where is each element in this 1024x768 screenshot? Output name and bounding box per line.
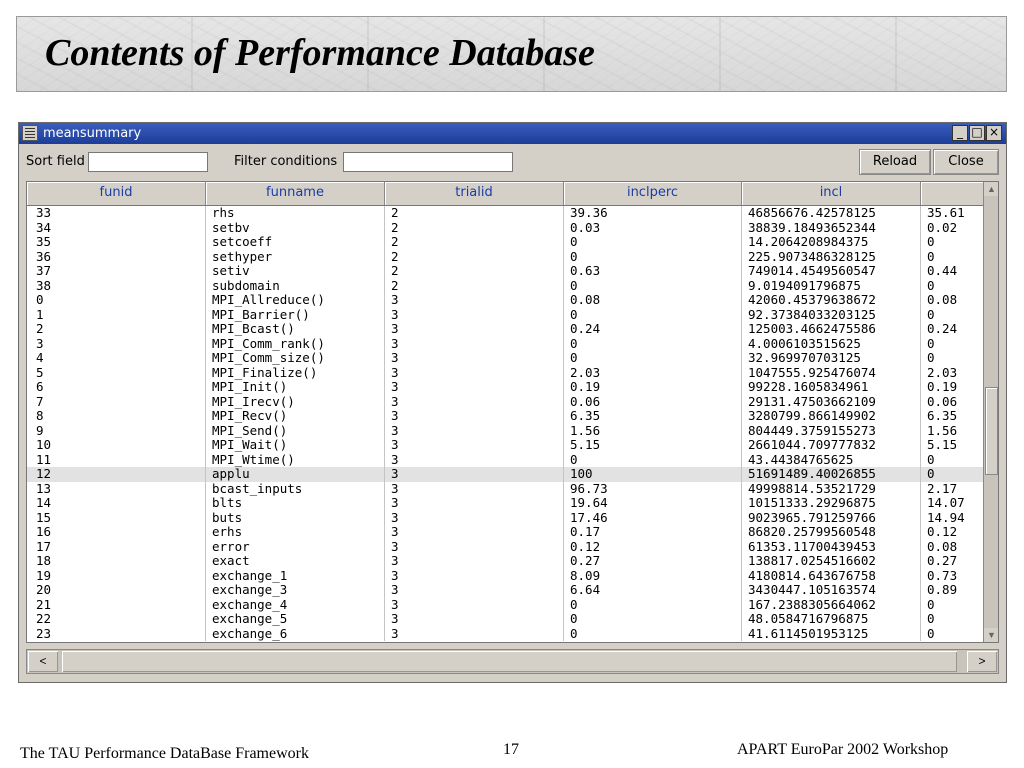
cell-funname: buts	[206, 511, 385, 526]
cell-extra: 0.02	[927, 220, 958, 235]
horizontal-scroll-thumb[interactable]	[62, 651, 957, 672]
cell-incl: 38839.18493652344	[742, 221, 921, 236]
cell-funname: MPI_Irecv()	[206, 395, 385, 410]
table-row[interactable]	[27, 482, 983, 497]
cell-inclperc: 0.08	[564, 293, 742, 308]
cell-funname: exact	[206, 554, 385, 569]
cell-incl: 61353.11700439453	[742, 540, 921, 555]
column-header-inclperc[interactable]: inclperc	[564, 182, 742, 205]
cell-funid: 36	[27, 250, 206, 265]
cell-trialid: 2	[385, 235, 564, 250]
page-number: 17	[503, 741, 519, 758]
table-row[interactable]	[27, 496, 983, 511]
cell-trialid: 3	[385, 380, 564, 395]
cell-funname: MPI_Wait()	[206, 438, 385, 453]
cell-trialid: 3	[385, 467, 564, 482]
cell-extra: 0.24	[927, 322, 958, 336]
cell-funid: 15	[27, 511, 206, 526]
cell-incl: 49998814.53521729	[742, 482, 921, 497]
cell-incl: 9023965.791259766	[742, 511, 921, 526]
cell-trialid: 3	[385, 598, 564, 613]
cell-trialid: 3	[385, 424, 564, 439]
cell-inclperc: 0.17	[564, 525, 742, 540]
cell-incl: 92.37384033203125	[742, 308, 921, 323]
cell-incl: 4.0006103515625	[742, 337, 921, 352]
slide-title-banner	[16, 16, 1007, 92]
table-row[interactable]	[27, 206, 983, 221]
cell-trialid: 3	[385, 511, 564, 526]
cell-inclperc: 0.63	[564, 264, 742, 279]
maximize-button[interactable]: □	[969, 125, 985, 141]
cell-funid: 7	[27, 395, 206, 410]
cell-inclperc: 0.19	[564, 380, 742, 395]
cell-funname: blts	[206, 496, 385, 511]
cell-funid: 16	[27, 525, 206, 540]
cell-funname: exchange_6	[206, 627, 385, 642]
cell-funname: exchange_5	[206, 612, 385, 627]
scroll-left-button[interactable]: <	[28, 651, 58, 672]
table-row[interactable]	[27, 351, 983, 366]
cell-trialid: 3	[385, 308, 564, 323]
cell-funname: error	[206, 540, 385, 555]
table-row[interactable]	[27, 467, 983, 482]
table-row[interactable]	[27, 366, 983, 381]
reload-button[interactable]: Reload	[859, 149, 931, 175]
cell-trialid: 3	[385, 612, 564, 627]
cell-funname: exchange_1	[206, 569, 385, 584]
slide-title: Contents of Performance Database	[45, 32, 595, 74]
cell-inclperc: 0	[564, 308, 742, 323]
cell-funname: setiv	[206, 264, 385, 279]
cell-extra: 0	[927, 336, 935, 351]
cell-incl: 29131.47503662109	[742, 395, 921, 410]
cell-inclperc: 5.15	[564, 438, 742, 453]
cell-inclperc: 0.27	[564, 554, 742, 569]
cell-extra: 0	[927, 249, 935, 264]
cell-incl: 46856676.42578125	[742, 206, 921, 221]
cell-inclperc: 19.64	[564, 496, 742, 511]
footer-left: The TAU Performance DataBase Framework	[20, 745, 309, 762]
cell-inclperc: 6.64	[564, 583, 742, 598]
footer-right: APART EuroPar 2002 Workshop	[737, 741, 949, 758]
column-header-funid[interactable]: funid	[27, 182, 206, 205]
cell-extra: 0	[927, 307, 935, 322]
cell-funid: 22	[27, 612, 206, 627]
meansummary-window	[18, 122, 1007, 683]
cell-funid: 11	[27, 453, 206, 468]
cell-incl: 2661044.709777832	[742, 438, 921, 453]
cell-extra: 0	[927, 235, 935, 249]
cell-funid: 37	[27, 264, 206, 279]
cell-funid: 2	[27, 322, 206, 337]
cell-funid: 38	[27, 279, 206, 294]
cell-funid: 20	[27, 583, 206, 598]
cell-inclperc: 6.35	[564, 409, 742, 424]
window-titlebar[interactable]	[19, 123, 1006, 144]
filter-conditions-input[interactable]	[343, 152, 513, 172]
cell-trialid: 2	[385, 221, 564, 236]
cell-inclperc: 0	[564, 337, 742, 352]
cell-funid: 17	[27, 540, 206, 555]
cell-funid: 1	[27, 308, 206, 323]
filter-conditions-label: Filter conditions	[234, 154, 338, 169]
cell-inclperc: 0	[564, 627, 742, 642]
cell-inclperc: 0	[564, 250, 742, 265]
cell-funname: MPI_Comm_rank()	[206, 337, 385, 352]
cell-funid: 33	[27, 206, 206, 221]
cell-trialid: 3	[385, 366, 564, 381]
cell-extra: 6.35	[927, 409, 958, 423]
cell-trialid: 3	[385, 322, 564, 337]
cell-incl: 10151333.29296875	[742, 496, 921, 511]
cell-extra: 0.27	[927, 554, 958, 568]
cell-extra: 0	[927, 278, 935, 293]
cell-trialid: 2	[385, 206, 564, 221]
cell-incl: 138817.0254516602	[742, 554, 921, 569]
cell-trialid: 3	[385, 409, 564, 424]
cell-trialid: 3	[385, 438, 564, 453]
cell-funid: 21	[27, 598, 206, 613]
column-header-extra[interactable]	[921, 182, 983, 205]
cell-inclperc: 100	[564, 467, 742, 482]
cell-funname: MPI_Barrier()	[206, 308, 385, 323]
cell-funid: 14	[27, 496, 206, 511]
cell-incl: 3430447.105163574	[742, 583, 921, 598]
cell-extra: 0.06	[927, 394, 958, 409]
cell-trialid: 3	[385, 351, 564, 366]
table-body	[27, 206, 983, 643]
cell-funname: MPI_Finalize()	[206, 366, 385, 381]
cell-extra: 0	[927, 351, 935, 365]
cell-funname: bcast_inputs	[206, 482, 385, 497]
scroll-up-arrow-icon[interactable]: ▲	[984, 182, 999, 196]
cell-inclperc: 0	[564, 279, 742, 294]
table-row[interactable]	[27, 540, 983, 555]
table-row[interactable]	[27, 235, 983, 250]
cell-extra: 14.07	[927, 496, 965, 510]
cell-funid: 18	[27, 554, 206, 569]
table-row[interactable]	[27, 380, 983, 395]
cell-funname: MPI_Send()	[206, 424, 385, 439]
cell-trialid: 3	[385, 569, 564, 584]
cell-extra: 0	[927, 597, 935, 612]
cell-extra: 0	[927, 626, 935, 641]
cell-extra: 0.12	[927, 525, 958, 539]
cell-funid: 12	[27, 467, 206, 482]
cell-funid: 19	[27, 569, 206, 584]
cell-extra: 0.89	[927, 583, 958, 597]
cell-incl: 14.2064208984375	[742, 235, 921, 250]
cell-inclperc: 0.06	[564, 395, 742, 410]
cell-inclperc: 1.56	[564, 424, 742, 439]
table-row[interactable]	[27, 409, 983, 424]
cell-funname: exchange_3	[206, 583, 385, 598]
scroll-down-arrow-icon[interactable]: ▼	[984, 628, 999, 642]
cell-incl: 42060.45379638672	[742, 293, 921, 308]
cell-incl: 125003.4662475586	[742, 322, 921, 337]
cell-inclperc: 0	[564, 453, 742, 468]
cell-inclperc: 0.03	[564, 221, 742, 236]
cell-funid: 3	[27, 337, 206, 352]
cell-funname: setbv	[206, 221, 385, 236]
window-menu-icon[interactable]	[22, 125, 38, 141]
cell-funname: applu	[206, 467, 385, 482]
scroll-right-button[interactable]: >	[967, 651, 997, 672]
table-row[interactable]	[27, 511, 983, 526]
table-row[interactable]	[27, 264, 983, 279]
sort-field-input[interactable]	[88, 152, 208, 172]
table-row[interactable]	[27, 308, 983, 323]
cell-funname: MPI_Recv()	[206, 409, 385, 424]
cell-extra: 2.17	[927, 481, 958, 496]
cell-extra: 2.03	[927, 365, 958, 380]
table-header	[27, 182, 983, 206]
cell-incl: 1047555.925476074	[742, 366, 921, 381]
table-row[interactable]	[27, 221, 983, 236]
table-row[interactable]	[27, 438, 983, 453]
cell-funname: sethyper	[206, 250, 385, 265]
cell-funname: MPI_Bcast()	[206, 322, 385, 337]
cell-incl: 86820.25799560548	[742, 525, 921, 540]
table-row[interactable]	[27, 612, 983, 627]
cell-inclperc: 0	[564, 235, 742, 250]
toolbar	[19, 145, 1006, 179]
cell-funid: 35	[27, 235, 206, 250]
window-controls	[952, 125, 1002, 141]
window-title: meansummary	[43, 126, 142, 141]
cell-extra: 0.08	[927, 539, 958, 554]
table-row[interactable]	[27, 598, 983, 613]
cell-funname: setcoeff	[206, 235, 385, 250]
vertical-scrollbar[interactable]	[983, 182, 999, 642]
cell-extra: 35.61	[927, 206, 965, 220]
cell-extra: 0.44	[927, 264, 958, 278]
cell-inclperc: 0	[564, 598, 742, 613]
cell-incl: 43.44384765625	[742, 453, 921, 468]
table-row[interactable]	[27, 525, 983, 540]
cell-extra: 0.08	[927, 293, 958, 307]
cell-extra: 5.15	[927, 438, 958, 452]
cell-trialid: 2	[385, 264, 564, 279]
cell-incl: 32.969970703125	[742, 351, 921, 366]
cell-incl: 48.0584716796875	[742, 612, 921, 627]
table-row[interactable]	[27, 453, 983, 468]
cell-extra: 0	[927, 612, 935, 626]
cell-trialid: 3	[385, 540, 564, 555]
cell-extra: 14.94	[927, 510, 965, 525]
table-row[interactable]	[27, 322, 983, 337]
table-row[interactable]	[27, 337, 983, 352]
cell-funname: subdomain	[206, 279, 385, 294]
cell-funid: 23	[27, 627, 206, 642]
vertical-scroll-thumb[interactable]	[985, 387, 998, 475]
sort-field-label: Sort field	[26, 154, 85, 169]
cell-inclperc: 8.09	[564, 569, 742, 584]
cell-inclperc: 0.24	[564, 322, 742, 337]
cell-trialid: 3	[385, 395, 564, 410]
cell-funname: exchange_4	[206, 598, 385, 613]
cell-funid: 9	[27, 424, 206, 439]
cell-funid: 0	[27, 293, 206, 308]
cell-trialid: 3	[385, 583, 564, 598]
cell-funname: MPI_Comm_size()	[206, 351, 385, 366]
cell-inclperc: 0	[564, 612, 742, 627]
close-window-button[interactable]: ×	[986, 125, 1002, 141]
cell-trialid: 3	[385, 554, 564, 569]
cell-inclperc: 0.12	[564, 540, 742, 555]
table-row[interactable]	[27, 569, 983, 584]
cell-funid: 6	[27, 380, 206, 395]
cell-incl: 9.0194091796875	[742, 279, 921, 294]
cell-funname: erhs	[206, 525, 385, 540]
cell-incl: 804449.3759155273	[742, 424, 921, 439]
cell-funid: 34	[27, 221, 206, 236]
cell-trialid: 3	[385, 627, 564, 642]
cell-funid: 5	[27, 366, 206, 381]
close-button[interactable]: Close	[933, 149, 999, 175]
cell-incl: 749014.4549560547	[742, 264, 921, 279]
table-row[interactable]	[27, 279, 983, 294]
cell-funname: MPI_Wtime()	[206, 453, 385, 468]
column-header-funname[interactable]: funname	[206, 182, 385, 205]
cell-incl: 41.6114501953125	[742, 627, 921, 642]
cell-extra: 0	[927, 467, 935, 481]
cell-inclperc: 2.03	[564, 366, 742, 381]
cell-incl: 3280799.866149902	[742, 409, 921, 424]
cell-funid: 13	[27, 482, 206, 497]
cell-trialid: 3	[385, 482, 564, 497]
table-row[interactable]	[27, 583, 983, 598]
table-row[interactable]	[27, 250, 983, 265]
cell-incl: 4180814.643676758	[742, 569, 921, 584]
cell-trialid: 3	[385, 525, 564, 540]
cell-inclperc: 39.36	[564, 206, 742, 221]
cell-funid: 10	[27, 438, 206, 453]
cell-extra: 1.56	[927, 423, 958, 438]
cell-incl: 99228.1605834961	[742, 380, 921, 395]
cell-extra: 0.73	[927, 568, 958, 583]
cell-trialid: 3	[385, 293, 564, 308]
minimize-button[interactable]: _	[952, 125, 968, 141]
cell-funname: rhs	[206, 206, 385, 221]
cell-trialid: 3	[385, 337, 564, 352]
cell-trialid: 2	[385, 279, 564, 294]
horizontal-scrollbar[interactable]	[26, 649, 999, 674]
cell-extra: 0	[927, 452, 935, 467]
cell-funname: MPI_Allreduce()	[206, 293, 385, 308]
cell-incl: 225.9073486328125	[742, 250, 921, 265]
cell-inclperc: 17.46	[564, 511, 742, 526]
summary-table	[26, 181, 999, 643]
cell-incl: 51691489.40026855	[742, 467, 921, 482]
table-row[interactable]	[27, 293, 983, 308]
cell-incl: 167.2388305664062	[742, 598, 921, 613]
table-row[interactable]	[27, 424, 983, 439]
table-row[interactable]	[27, 627, 983, 642]
cell-funid: 4	[27, 351, 206, 366]
table-row[interactable]	[27, 395, 983, 410]
cell-trialid: 3	[385, 453, 564, 468]
cell-trialid: 3	[385, 496, 564, 511]
cell-funname: MPI_Init()	[206, 380, 385, 395]
cell-funid: 8	[27, 409, 206, 424]
cell-inclperc: 0	[564, 351, 742, 366]
cell-trialid: 2	[385, 250, 564, 265]
table-row[interactable]	[27, 554, 983, 569]
cell-extra: 0.19	[927, 380, 958, 394]
column-header-trialid[interactable]: trialid	[385, 182, 564, 205]
column-header-incl[interactable]: incl	[742, 182, 921, 205]
cell-inclperc: 96.73	[564, 482, 742, 497]
